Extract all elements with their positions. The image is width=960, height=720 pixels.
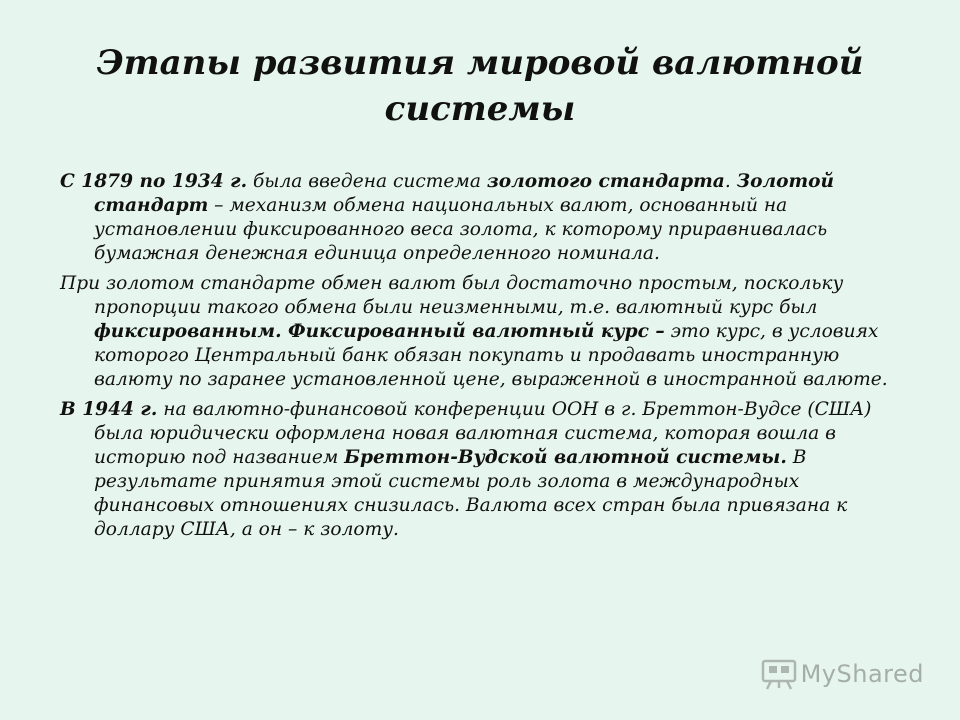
text-run: это курс, в условиях которого Центральный банк обязан покупать и продавать иностранную валюту по заранее установленной цене, выраженной в иностранной валюте. bbox=[94, 321, 888, 390]
text-run: – механизм обмена национальных валют, основанный на установлении фиксированного веса золота, к которому приравнивалась бумажная денежная единица определенного номинала. bbox=[94, 195, 828, 264]
text-run: фиксированным. Фиксированный валютный курс – bbox=[94, 321, 665, 342]
text-run: на валютно-финансовой конференции ООН в г. Бреттон-Вудсе (США) была юридически оформлена новая валютная система, которая вошла в историю под названием bbox=[94, 399, 872, 468]
text-run: золотого стандарта bbox=[486, 171, 725, 192]
text-run: была введена система bbox=[247, 171, 487, 192]
watermark-text: MyShared bbox=[800, 660, 924, 688]
slide-title: Этапы развития мировой валютной системы bbox=[96, 43, 864, 129]
text-run: Золотой стандарт bbox=[94, 171, 835, 216]
paragraph-bretton-woods bbox=[60, 398, 900, 542]
text-run: С 1879 по 1934 г. bbox=[60, 171, 248, 192]
watermark bbox=[761, 658, 924, 690]
text-run: В 1944 г. bbox=[60, 399, 158, 420]
slide-body bbox=[60, 170, 900, 548]
text-run: В результате принятия этой системы роль золота в международных финансовых отношениях снизилась. Валюта всех стран была привязана к доллару США, а он – к золоту. bbox=[94, 447, 848, 540]
paragraph-fixed-rate bbox=[60, 272, 900, 392]
text-run: При золотом стандарте обмен валют был достаточно простым, поскольку пропорции такого обмена были неизменными, т.е. валютный курс был bbox=[60, 273, 844, 318]
paragraph-gold-standard bbox=[60, 170, 900, 266]
text-run: Бреттон-Вудской валютной системы. bbox=[344, 447, 787, 468]
classroom-board-icon bbox=[761, 658, 797, 690]
text-run: . bbox=[724, 171, 737, 192]
